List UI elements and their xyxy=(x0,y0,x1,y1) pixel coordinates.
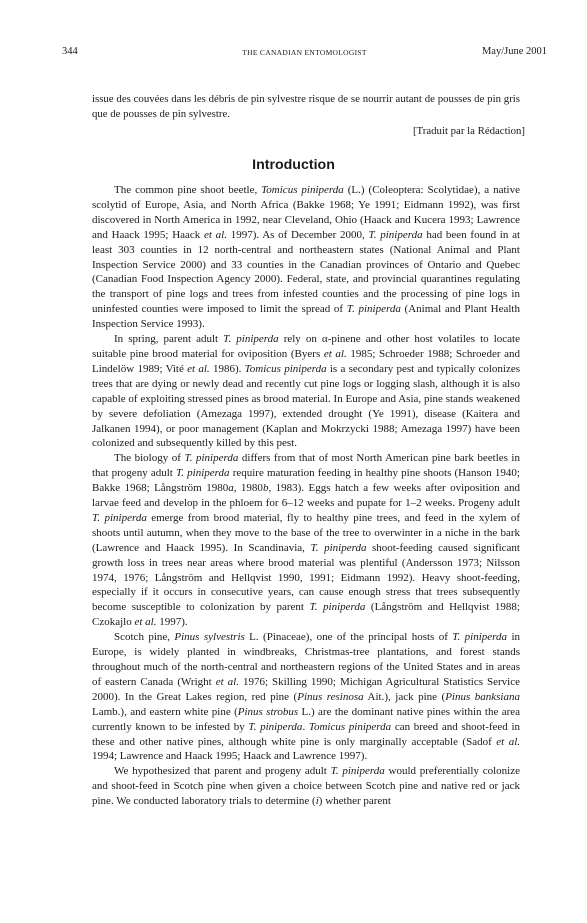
paragraph: The biology of T. piniperda differs from that of most North American pine bark beetles in that progeny adult T. piniperda require maturation feeding in healthy pine shoots (Hanson 1940; Bakke 1968; Långström 1980a, 1980b, 1983). Eggs hatch a few weeks after oviposition and larvae feed and develop in the phloem for 6–12 weeks and pupate for 1–2 weeks. Progeny adult T. piniperda emerge from brood material, fly to healthy pine trees, and feed in the xylem of shoots until autumn, when they move to the base of the tree to overwinter in a niche in the bark (Lawrence and Haack 1995). In Scandinavia, T. piniperda shoot-feeding caused significant growth loss in trees near areas where brood material was plentiful (Andersson 1973; Nilsson 1974, 1976; Långström and Hellqvist 1990, 1991; Eidmann 1992). Heavy shoot-feeding, especially if it occurs in consecutive years, can cause enough stress that trees subsequently become susceptible to colonization by parent T. piniperda (Långström and Hellqvist 1988; Czokajlo et al. 1997). xyxy=(92,452,520,629)
resume-text: issue des couvées dans les débris de pin sylvestre risque de se nourrir autant de pousses de pin gris que de pousses de pin sylvestre. xyxy=(92,93,520,120)
section-heading: Introduction xyxy=(252,157,335,173)
journal-title: THE CANADIAN ENTOMOLOGIST xyxy=(242,48,367,57)
paragraph: The common pine shoot beetle, Tomicus piniperda (L.) (Coleoptera: Scolytidae), a native scolytid of Europe, Asia, and North Africa (Bakke 1968; Ye 1991; Eidmann 1992), was first discovered in North America in 1992, near Cleveland, Ohio (Haack and Kucera 1993; Lawrence and Haack 1995; Haack et al. 1997). As of December 2000, T. piniperda had been found in at least 303 counties in 12 north-central and northeastern states (National Animal and Plant Inspection Service 2000) and 33 counties in the Canadian provinces of Ontario and Quebec (Canadian Food Inspection Agency 2000). Federal, state, and provincial quarantines regulating the transport of pine logs and trees from infested counties and the processing of pine logs in uninfested counties were imposed to limit the spread of T. piniperda (Animal and Plant Health Inspection Service 1993). xyxy=(92,184,521,331)
resume-tail xyxy=(92,92,520,122)
issue-date: May/June 2001 xyxy=(481,46,547,57)
translation-note: [Traduit par la Rédaction] xyxy=(412,125,525,137)
paragraph: We hypothesized that parent and progeny adult T. piniperda would preferentially colonize and shoot-feed in Scotch pine when given a choice between Scotch pine and native red or jack pine. We conducted laboratory trials to determine (i) whether parent xyxy=(92,765,520,808)
paragraph: In spring, parent adult T. piniperda rely on α-pinene and other host volatiles to locate suitable pine brood material for oviposition (Byers et al. 1985; Schroeder 1988; Schroeder and Lindelöw 1989; Vité et al. 1986). Tomicus piniperda is a secondary pest and typically colonizes trees that are dying or newly dead and recently cut pine logs or logging slash, although it is also capable of exploiting stressed pines as brood material. In Europe and Asia, pine stands weakened by severe defoliation (Amezaga 1997), extended drought (Ye 1991), disease (Kaitera and Jalkanen 1994), or poor management (Kaplan and Mokrzycki 1988; Amezaga 1997) have been colonized and subsequently killed by this pest. xyxy=(92,333,520,450)
body-text xyxy=(92,183,520,809)
running-header xyxy=(62,45,547,59)
page-number: 344 xyxy=(62,46,78,57)
paragraph: Scotch pine, Pinus sylvestris L. (Pinaceae), one of the principal hosts of T. piniperda in Europe, is widely planted in windbreaks, Christmas-tree plantations, and forest stands throughout much of the north-central and northeastern regions of the United States and in areas of eastern Canada (Wright et al. 1976; Skilling 1990; Michigan Agricultural Statistics Service 2000). In the Great Lakes region, red pine (Pinus resinosa Ait.), jack pine (Pinus banksiana Lamb.), and eastern white pine (Pinus strobus L.) are the dominant native pines within the area currently known to be infested by T. piniperda. Tomicus piniperda can breed and shoot-feed in these and other native pines, although white pine is only marginally acceptable (Sadof et al. 1994; Lawrence and Haack 1995; Haack and Lawrence 1997). xyxy=(92,631,521,763)
